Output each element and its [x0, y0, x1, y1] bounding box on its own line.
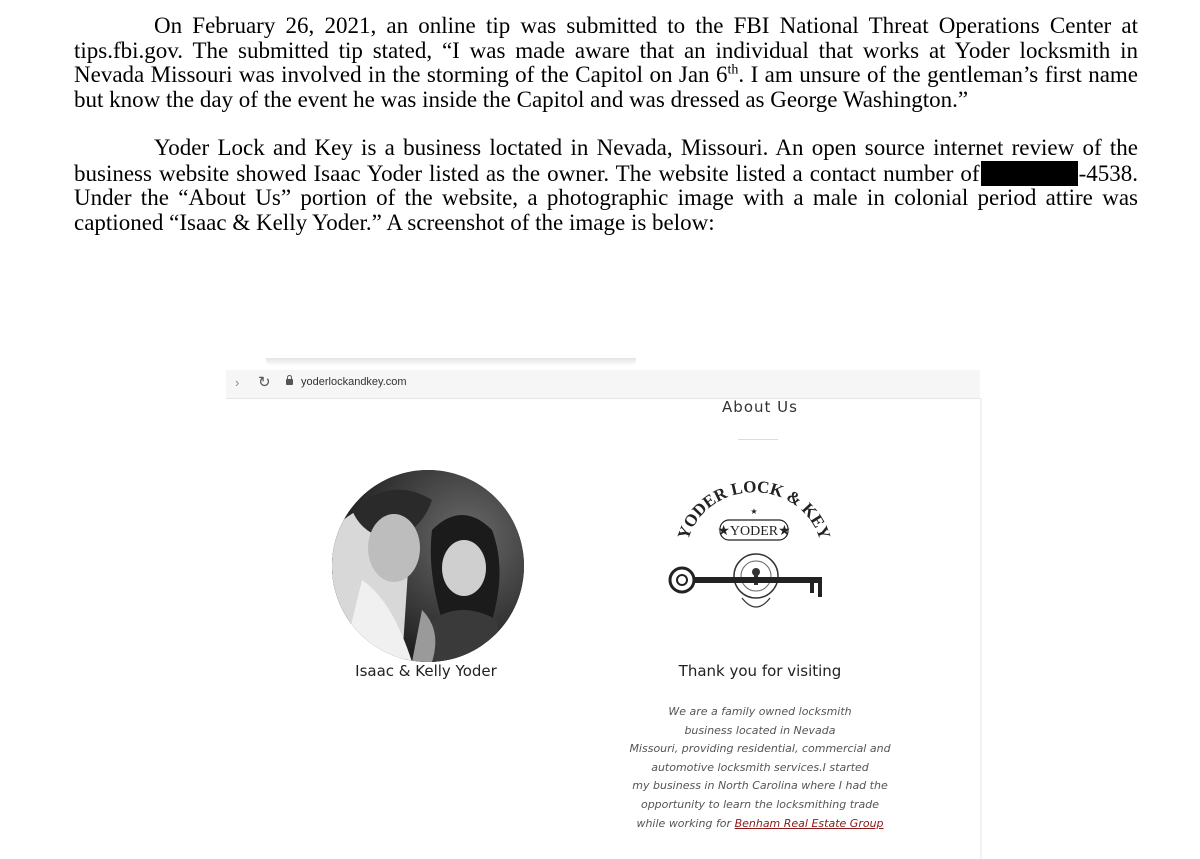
paragraph-tip-text-a: On February 26, 2021, an online tip was submitted to the FBI National Threat Operations Center at tips.fbi.gov. The submitted tip stated, “I was made aware that an individual that works at Yoder locksmith in Nevada Missouri was involved in the storming of the Capitol on Jan 6 — [74, 13, 1138, 87]
paragraph-tip — [74, 14, 1138, 112]
page-right-edge — [980, 398, 982, 859]
about-us-heading: About Us — [722, 398, 798, 416]
document-body — [74, 14, 1138, 235]
lock-icon — [286, 379, 293, 385]
paragraph-business-text-b: -4538. Under the “About Us” portion of the website, a photographic image with a male in colonial period attire was captioned “Isaac & Kelly Yoder.” A screenshot of the image is below: — [74, 160, 1138, 235]
about-line-prefix: while working for — [636, 816, 735, 830]
url-text: yoderlockandkey.com — [301, 376, 407, 388]
benham-link[interactable]: Benham Real Estate Group — [734, 816, 884, 830]
yoder-lock-key-logo — [664, 476, 844, 618]
thank-you-heading: Thank you for visiting — [678, 662, 842, 680]
forward-icon: › — [235, 375, 240, 390]
website-screenshot — [226, 358, 982, 859]
redaction-box — [981, 161, 1078, 186]
heading-divider — [738, 439, 778, 440]
about-line: We are a family owned locksmith — [668, 705, 852, 718]
logo-graphic — [664, 476, 844, 618]
about-line-last — [606, 815, 914, 834]
browser-address-bar — [226, 370, 980, 399]
photo-caption: Isaac & Kelly Yoder — [355, 662, 497, 680]
about-line: opportunity to learn the locksmithing trade — [640, 797, 880, 811]
about-line: business located in Nevada — [684, 723, 836, 737]
paragraph-tip-text-b: . I am unsure of the gentleman’s first name but know the day of the event he was inside the Capitol and was dressed as George Washington.” — [74, 62, 1138, 112]
reload-icon: ↻ — [258, 374, 271, 391]
paragraph-business — [74, 136, 1138, 235]
logo-badge-text: ★YODER★ — [717, 524, 791, 539]
about-line: my business in North Carolina where I had the — [632, 779, 888, 793]
about-line: Missouri, providing residential, commercial and — [629, 742, 891, 756]
about-body-text — [606, 703, 914, 833]
browser-top-edge — [266, 358, 636, 366]
logo-arc-text: YODER LOCK & KEY — [673, 477, 835, 542]
paragraph-business-text-a: Yoder Lock and Key is a business loctated in Nevada, Missouri. An open source internet review of the business website showed Isaac Yoder listed as the owner. The website listed a contact number of — [74, 135, 1138, 186]
superscript-th: th — [727, 62, 739, 78]
logo-star: ★ — [750, 507, 758, 516]
about-line: automotive locksmith services.I started — [651, 760, 869, 774]
owner-photo — [332, 470, 524, 662]
photo-image — [332, 470, 524, 662]
